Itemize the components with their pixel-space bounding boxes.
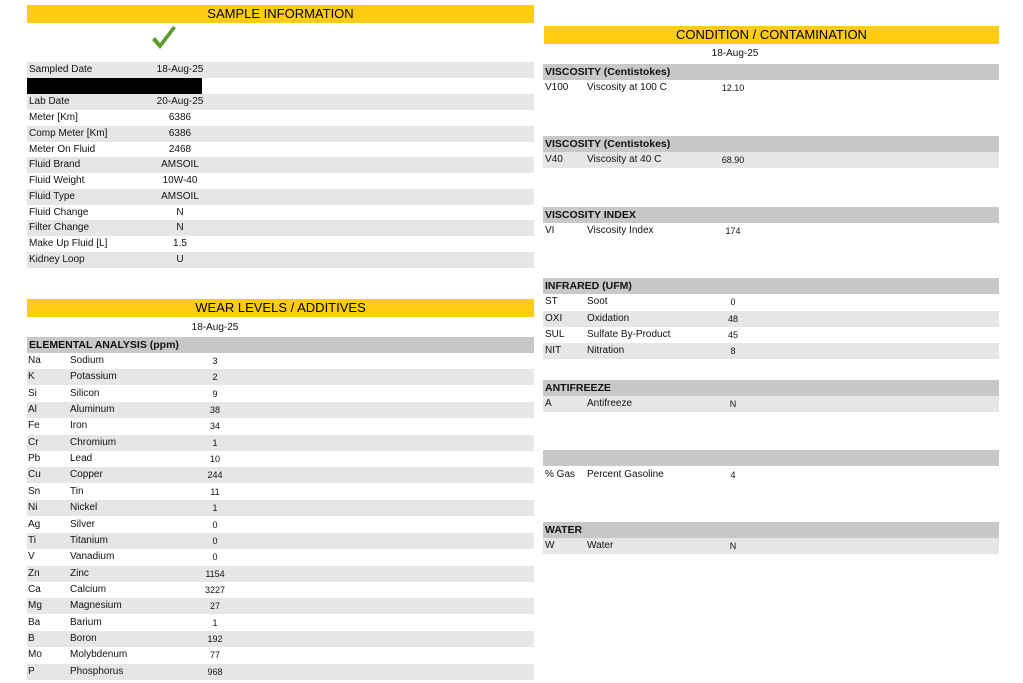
infrared-header: INFRARED (UFM)	[543, 278, 999, 294]
element-row	[27, 664, 534, 680]
element-row	[27, 500, 534, 516]
element-row	[27, 566, 534, 582]
sample-info-value: AMSOIL	[161, 191, 199, 202]
element-code: Ti	[28, 535, 36, 546]
checkmark-icon	[150, 25, 178, 53]
element-row	[27, 582, 534, 598]
element-row	[27, 517, 534, 533]
element-row	[27, 467, 534, 483]
element-code: Mg	[28, 600, 42, 611]
element-value: 9	[212, 389, 218, 399]
gas-row	[543, 467, 999, 483]
name: Percent Gasoline	[587, 469, 664, 480]
element-name: Sodium	[70, 355, 104, 366]
element-code: Ca	[28, 584, 41, 595]
ir-code: ST	[545, 296, 558, 307]
element-row	[27, 533, 534, 549]
element-value: 34	[209, 421, 220, 431]
sample-info-row	[27, 110, 534, 126]
condition-header: CONDITION / CONTAMINATION	[544, 26, 999, 44]
condition-date: 18-Aug-25	[711, 48, 759, 59]
viscosity-index-header: VISCOSITY INDEX	[543, 207, 999, 223]
name: Antifreeze	[587, 398, 633, 409]
sample-info-row	[27, 252, 534, 268]
infrared-row	[543, 343, 999, 359]
sample-info-label: Fluid Weight	[29, 175, 85, 186]
sample-info-row	[27, 78, 534, 94]
sample-info-value: U	[176, 254, 184, 265]
code: A	[545, 398, 552, 409]
element-name: Tin	[70, 486, 84, 497]
sample-info-label: Meter On Fluid	[29, 144, 96, 155]
element-row	[27, 647, 534, 663]
code: % Gas	[545, 469, 576, 480]
redacted-block	[27, 78, 202, 94]
element-row	[27, 451, 534, 467]
element-name: Titanium	[70, 535, 108, 546]
element-code: B	[28, 633, 35, 644]
element-code: Sn	[28, 486, 41, 497]
viscosity-40-row	[543, 152, 999, 168]
value: 4	[730, 470, 736, 480]
element-row	[27, 353, 534, 369]
ir-code: NIT	[545, 345, 562, 356]
sample-info-row	[27, 189, 534, 205]
element-value: 11	[210, 487, 220, 497]
code: V40	[545, 154, 563, 165]
element-name: Aluminum	[70, 404, 115, 415]
infrared-row	[543, 311, 999, 327]
ir-name: Soot	[587, 296, 608, 307]
value: 12.10	[721, 83, 745, 93]
ir-value: 45	[727, 330, 738, 340]
element-code: Al	[28, 404, 37, 415]
element-code: Ag	[28, 519, 41, 530]
infrared-row	[543, 294, 999, 310]
element-name: Boron	[70, 633, 97, 644]
element-code: Fe	[28, 420, 40, 431]
name: Viscosity Index	[587, 225, 654, 236]
sample-info-row	[27, 173, 534, 189]
element-value: 77	[209, 650, 220, 660]
element-value: 244	[207, 470, 223, 480]
element-value: 968	[207, 667, 223, 677]
code: W	[545, 540, 555, 551]
infrared-row	[543, 327, 999, 343]
element-code: Ni	[28, 502, 38, 513]
element-code: P	[28, 666, 35, 677]
element-value: 0	[212, 520, 218, 530]
element-code: Zn	[28, 568, 40, 579]
element-value: 1	[212, 618, 218, 628]
sample-info-label: Fluid Change	[29, 207, 89, 218]
ir-name: Oxidation	[587, 313, 630, 324]
sample-info-label: Sampled Date	[29, 64, 93, 75]
element-name: Silicon	[70, 388, 100, 399]
element-row	[27, 435, 534, 451]
antifreeze-header: ANTIFREEZE	[543, 380, 999, 396]
sample-info-value: 10W-40	[162, 175, 198, 186]
element-code: Cr	[28, 437, 39, 448]
antifreeze-row	[543, 396, 999, 412]
sample-info-row	[27, 157, 534, 173]
element-name: Phosphorus	[70, 666, 124, 677]
viscosity-index-row	[543, 223, 999, 239]
wear-levels-header: WEAR LEVELS / ADDITIVES	[27, 299, 534, 317]
sample-info-row	[27, 220, 534, 236]
element-row	[27, 549, 534, 565]
element-value: 1	[212, 438, 218, 448]
viscosity-100-header: VISCOSITY (Centistokes)	[543, 64, 999, 80]
element-row	[27, 369, 534, 385]
ir-value: 48	[727, 314, 738, 324]
element-value: 3227	[204, 585, 226, 595]
sample-info-value: N	[176, 222, 184, 233]
element-value: 38	[209, 405, 220, 415]
water-row	[543, 538, 999, 554]
element-value: 27	[209, 601, 220, 611]
value: N	[729, 541, 737, 551]
sample-info-value: 20-Aug-25	[156, 96, 204, 107]
sample-info-row	[27, 236, 534, 252]
sample-info-label: Make Up Fluid [L]	[29, 238, 108, 249]
element-code: V	[28, 551, 35, 562]
element-name: Molybdenum	[70, 649, 128, 660]
ir-code: SUL	[545, 329, 565, 340]
element-code: Ba	[28, 617, 41, 628]
value: N	[729, 399, 737, 409]
element-name: Magnesium	[70, 600, 122, 611]
wear-date: 18-Aug-25	[191, 322, 239, 333]
code: V100	[545, 82, 569, 93]
sample-info-value: 6386	[168, 128, 192, 139]
value: 68.90	[721, 155, 745, 165]
sample-info-row	[27, 62, 534, 78]
sample-info-row	[27, 142, 534, 158]
element-name: Iron	[70, 420, 88, 431]
ir-code: OXI	[545, 313, 563, 324]
element-value: 192	[207, 634, 223, 644]
element-name: Zinc	[70, 568, 89, 579]
element-name: Chromium	[70, 437, 117, 448]
sample-info-value: 2468	[168, 144, 192, 155]
element-row	[27, 386, 534, 402]
element-row	[27, 631, 534, 647]
element-value: 0	[212, 552, 218, 562]
element-code: Na	[28, 355, 41, 366]
element-row	[27, 484, 534, 500]
value: 174	[725, 226, 741, 236]
element-value: 1154	[205, 569, 225, 579]
sample-info-row	[27, 126, 534, 142]
sample-info-label: Fluid Type	[29, 191, 75, 202]
element-name: Barium	[70, 617, 102, 628]
element-row	[27, 402, 534, 418]
element-code: Pb	[28, 453, 41, 464]
ir-name: Sulfate By-Product	[587, 329, 671, 340]
sample-info-label: Lab Date	[29, 96, 70, 107]
element-value: 1	[212, 503, 218, 513]
sample-info-value: 18-Aug-25	[156, 64, 204, 75]
ir-name: Nitration	[587, 345, 625, 356]
ir-value: 0	[730, 297, 736, 307]
name: Viscosity at 40 C	[587, 154, 662, 165]
sample-info-value: AMSOIL	[161, 159, 199, 170]
water-header: WATER	[543, 522, 999, 538]
element-name: Copper	[70, 469, 103, 480]
ir-value: 8	[730, 346, 736, 356]
viscosity-100-row	[543, 80, 999, 96]
sample-info-label: Comp Meter [Km]	[29, 128, 108, 139]
sample-info-label: Fluid Brand	[29, 159, 81, 170]
element-code: Cu	[28, 469, 41, 480]
element-row	[27, 598, 534, 614]
sample-info-label: Meter [Km]	[29, 112, 78, 123]
sample-info-value: 6386	[168, 112, 192, 123]
name: Water	[587, 540, 614, 551]
element-name: Potassium	[70, 371, 117, 382]
sample-info-row	[27, 94, 534, 110]
fuel-dilution-header	[543, 450, 999, 466]
element-name: Nickel	[70, 502, 98, 513]
sample-info-label: Kidney Loop	[29, 254, 85, 265]
sample-info-value: 1.5	[173, 238, 187, 249]
element-row	[27, 418, 534, 434]
code: VI	[545, 225, 555, 236]
element-code: Mo	[28, 649, 42, 660]
element-value: 0	[212, 536, 218, 546]
name: Viscosity at 100 C	[587, 82, 667, 93]
element-value: 10	[209, 454, 220, 464]
sample-info-row	[27, 205, 534, 221]
element-code: Si	[28, 388, 37, 399]
sample-info-label: Filter Change	[29, 222, 90, 233]
element-value: 2	[212, 372, 218, 382]
element-name: Lead	[70, 453, 93, 464]
sample-information-header: SAMPLE INFORMATION	[27, 5, 534, 23]
sample-info-value: N	[176, 207, 184, 218]
viscosity-40-header: VISCOSITY (Centistokes)	[543, 136, 999, 152]
element-row	[27, 615, 534, 631]
element-value: 3	[212, 356, 218, 366]
element-code: K	[28, 371, 35, 382]
element-name: Silver	[70, 519, 96, 530]
elemental-analysis-header: ELEMENTAL ANALYSIS (ppm)	[27, 337, 534, 353]
element-name: Vanadium	[70, 551, 115, 562]
element-name: Calcium	[70, 584, 107, 595]
